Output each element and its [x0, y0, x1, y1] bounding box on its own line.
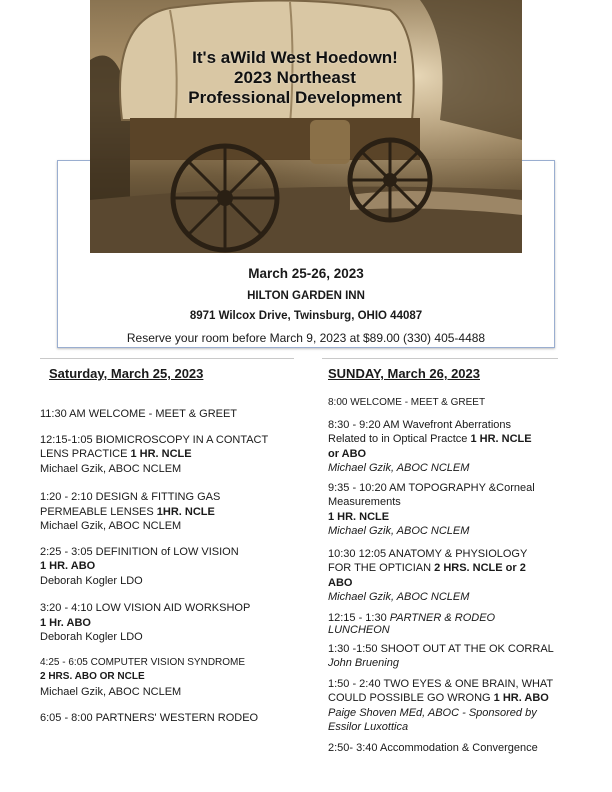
entry-line: 1 HR. ABO: [40, 560, 96, 572]
schedule-entry: [40, 601, 290, 645]
entry-line: 1:30 -1:50 SHOOT OUT AT THE OK CORRAL: [328, 642, 554, 655]
divider-right: [322, 358, 558, 359]
credit-hours: 1 HR. ABO: [493, 692, 549, 704]
entry-line: 8:30 - 9:20 AM Wavefront Aberrations: [328, 418, 512, 431]
schedule-entry: [328, 642, 568, 671]
entry-line: Michael Gzik, ABOC NCLEM: [328, 591, 470, 603]
entry-text: FOR THE OPTICIAN: [328, 562, 435, 574]
entry-line: Essilor Luxottica: [328, 721, 409, 733]
entry-text: LENS PRACTICE: [40, 448, 131, 460]
event-info: [57, 264, 555, 348]
entry-line: or ABO: [328, 447, 367, 460]
entry-line: ABO: [328, 576, 353, 589]
entry-line: 2:50- 3:40 Accommodation & Convergence: [328, 741, 538, 754]
credit-hours: 1HR. NCLE: [156, 505, 215, 518]
event-venue: HILTON GARDEN INN: [247, 290, 365, 302]
entry-line: Michael Gzik, ABOC NCLEM: [40, 520, 182, 532]
event-title-line-1: It's aWild West Hoedown!: [192, 48, 398, 67]
divider-left: [40, 358, 294, 359]
entry-line: [40, 447, 290, 462]
entry-line: 2:25 - 3:05 DEFINITION of LOW VISION: [40, 545, 239, 558]
reservation-note: Reserve your room before March 9, 2023 at $89.00 (330) 405-4488: [126, 331, 486, 345]
schedule-entry: [40, 407, 290, 422]
entry-line: 4:25 - 6:05 COMPUTER VISION SYNDROME: [40, 656, 246, 668]
schedule-entry: [40, 545, 290, 589]
credit-hours: 2 HRS. NCLE or 2: [434, 562, 526, 574]
entry-line: Michael Gzik, ABOC NCLEM: [40, 462, 182, 475]
entry-line: Deborah Kogler LDO: [40, 574, 143, 587]
entry-line: [328, 561, 568, 576]
entry-line: 1:50 - 2:40 TWO EYES & ONE BRAIN, WHAT: [328, 677, 554, 690]
saturday-schedule: [40, 407, 290, 735]
entry-line: Michael Gzik, ABOC NCLEM: [328, 462, 470, 474]
schedule-entry: [328, 547, 568, 605]
schedule-entry: [328, 741, 568, 756]
entry-line: Michael Gzik, ABOC NCLEM: [328, 525, 470, 537]
entry-line: 9:35 - 10:20 AM TOPOGRAPHY &Corneal: [328, 481, 535, 494]
event-name: PARTNER & RODEO: [389, 611, 496, 624]
schedule-entry: [40, 490, 290, 534]
entry-line: LUNCHEON: [328, 623, 390, 636]
entry-text: Related to in Optical Practce: [328, 433, 471, 445]
entry-line: Measurements: [328, 496, 401, 508]
entry-line: 10:30 12:05 ANATOMY & PHYSIOLOGY: [328, 547, 528, 560]
credit-hours: 1 HR. NCLE: [130, 448, 192, 460]
event-title: [130, 48, 460, 108]
schedule-entry: [328, 418, 568, 476]
entry-line: 6:05 - 8:00 PARTNERS' WESTERN RODEO: [40, 712, 259, 724]
entry-line: 8:00 WELCOME - MEET & GREET: [328, 397, 486, 408]
entry-line: Paige Shoven MEd, ABOC - Sponsored by: [328, 706, 537, 719]
entry-line: Michael Gzik, ABOC NCLEM: [40, 685, 182, 698]
schedule-entry: [328, 677, 568, 735]
schedule-entry: [328, 612, 568, 636]
entry-line: 1:20 - 2:10 DESIGN & FITTING GAS: [40, 491, 221, 503]
event-dates: March 25-26, 2023: [248, 266, 364, 281]
event-address: 8971 Wilcox Drive, Twinsburg, OHIO 44087: [189, 310, 423, 322]
entry-text: COULD POSSIBLE GO WRONG: [328, 692, 494, 704]
saturday-heading: Saturday, March 25, 2023: [49, 366, 204, 381]
schedule-entry: [40, 433, 290, 477]
entry-line: 1 Hr. ABO: [40, 616, 91, 629]
event-title-line-2: 2023 Northeast: [234, 68, 356, 87]
schedule-entry: [328, 396, 568, 411]
entry-line: 11:30 AM WELCOME - MEET & GREET: [40, 408, 238, 420]
entry-line: 3:20 - 4:10 LOW VISION AID WORKSHOP: [40, 602, 251, 614]
sunday-heading: SUNDAY, March 26, 2023: [328, 366, 480, 381]
entry-text: PERMEABLE LENSES: [40, 505, 157, 518]
entry-line: Deborah Kogler LDO: [40, 631, 143, 643]
entry-line: 1 HR. NCLE: [328, 510, 390, 523]
schedule-entry: [328, 481, 568, 539]
entry-line: John Bruening: [328, 657, 399, 669]
entry-line: [40, 505, 290, 520]
entry-line: 2 HRS. ABO OR NCLE: [40, 670, 145, 682]
schedule-entry: [40, 657, 290, 700]
schedule-entry: [40, 711, 290, 726]
entry-text: 12:15 - 1:30: [328, 611, 390, 624]
sunday-schedule: [328, 396, 568, 764]
entry-line: [328, 432, 568, 447]
entry-line: [328, 691, 568, 706]
credit-hours: 1 HR. NCLE: [470, 433, 532, 445]
event-title-line-3: Professional Development: [188, 88, 402, 107]
entry-line: 12:15-1:05 BIOMICROSCOPY IN A CONTACT: [40, 433, 269, 446]
entry-line: [328, 612, 568, 624]
